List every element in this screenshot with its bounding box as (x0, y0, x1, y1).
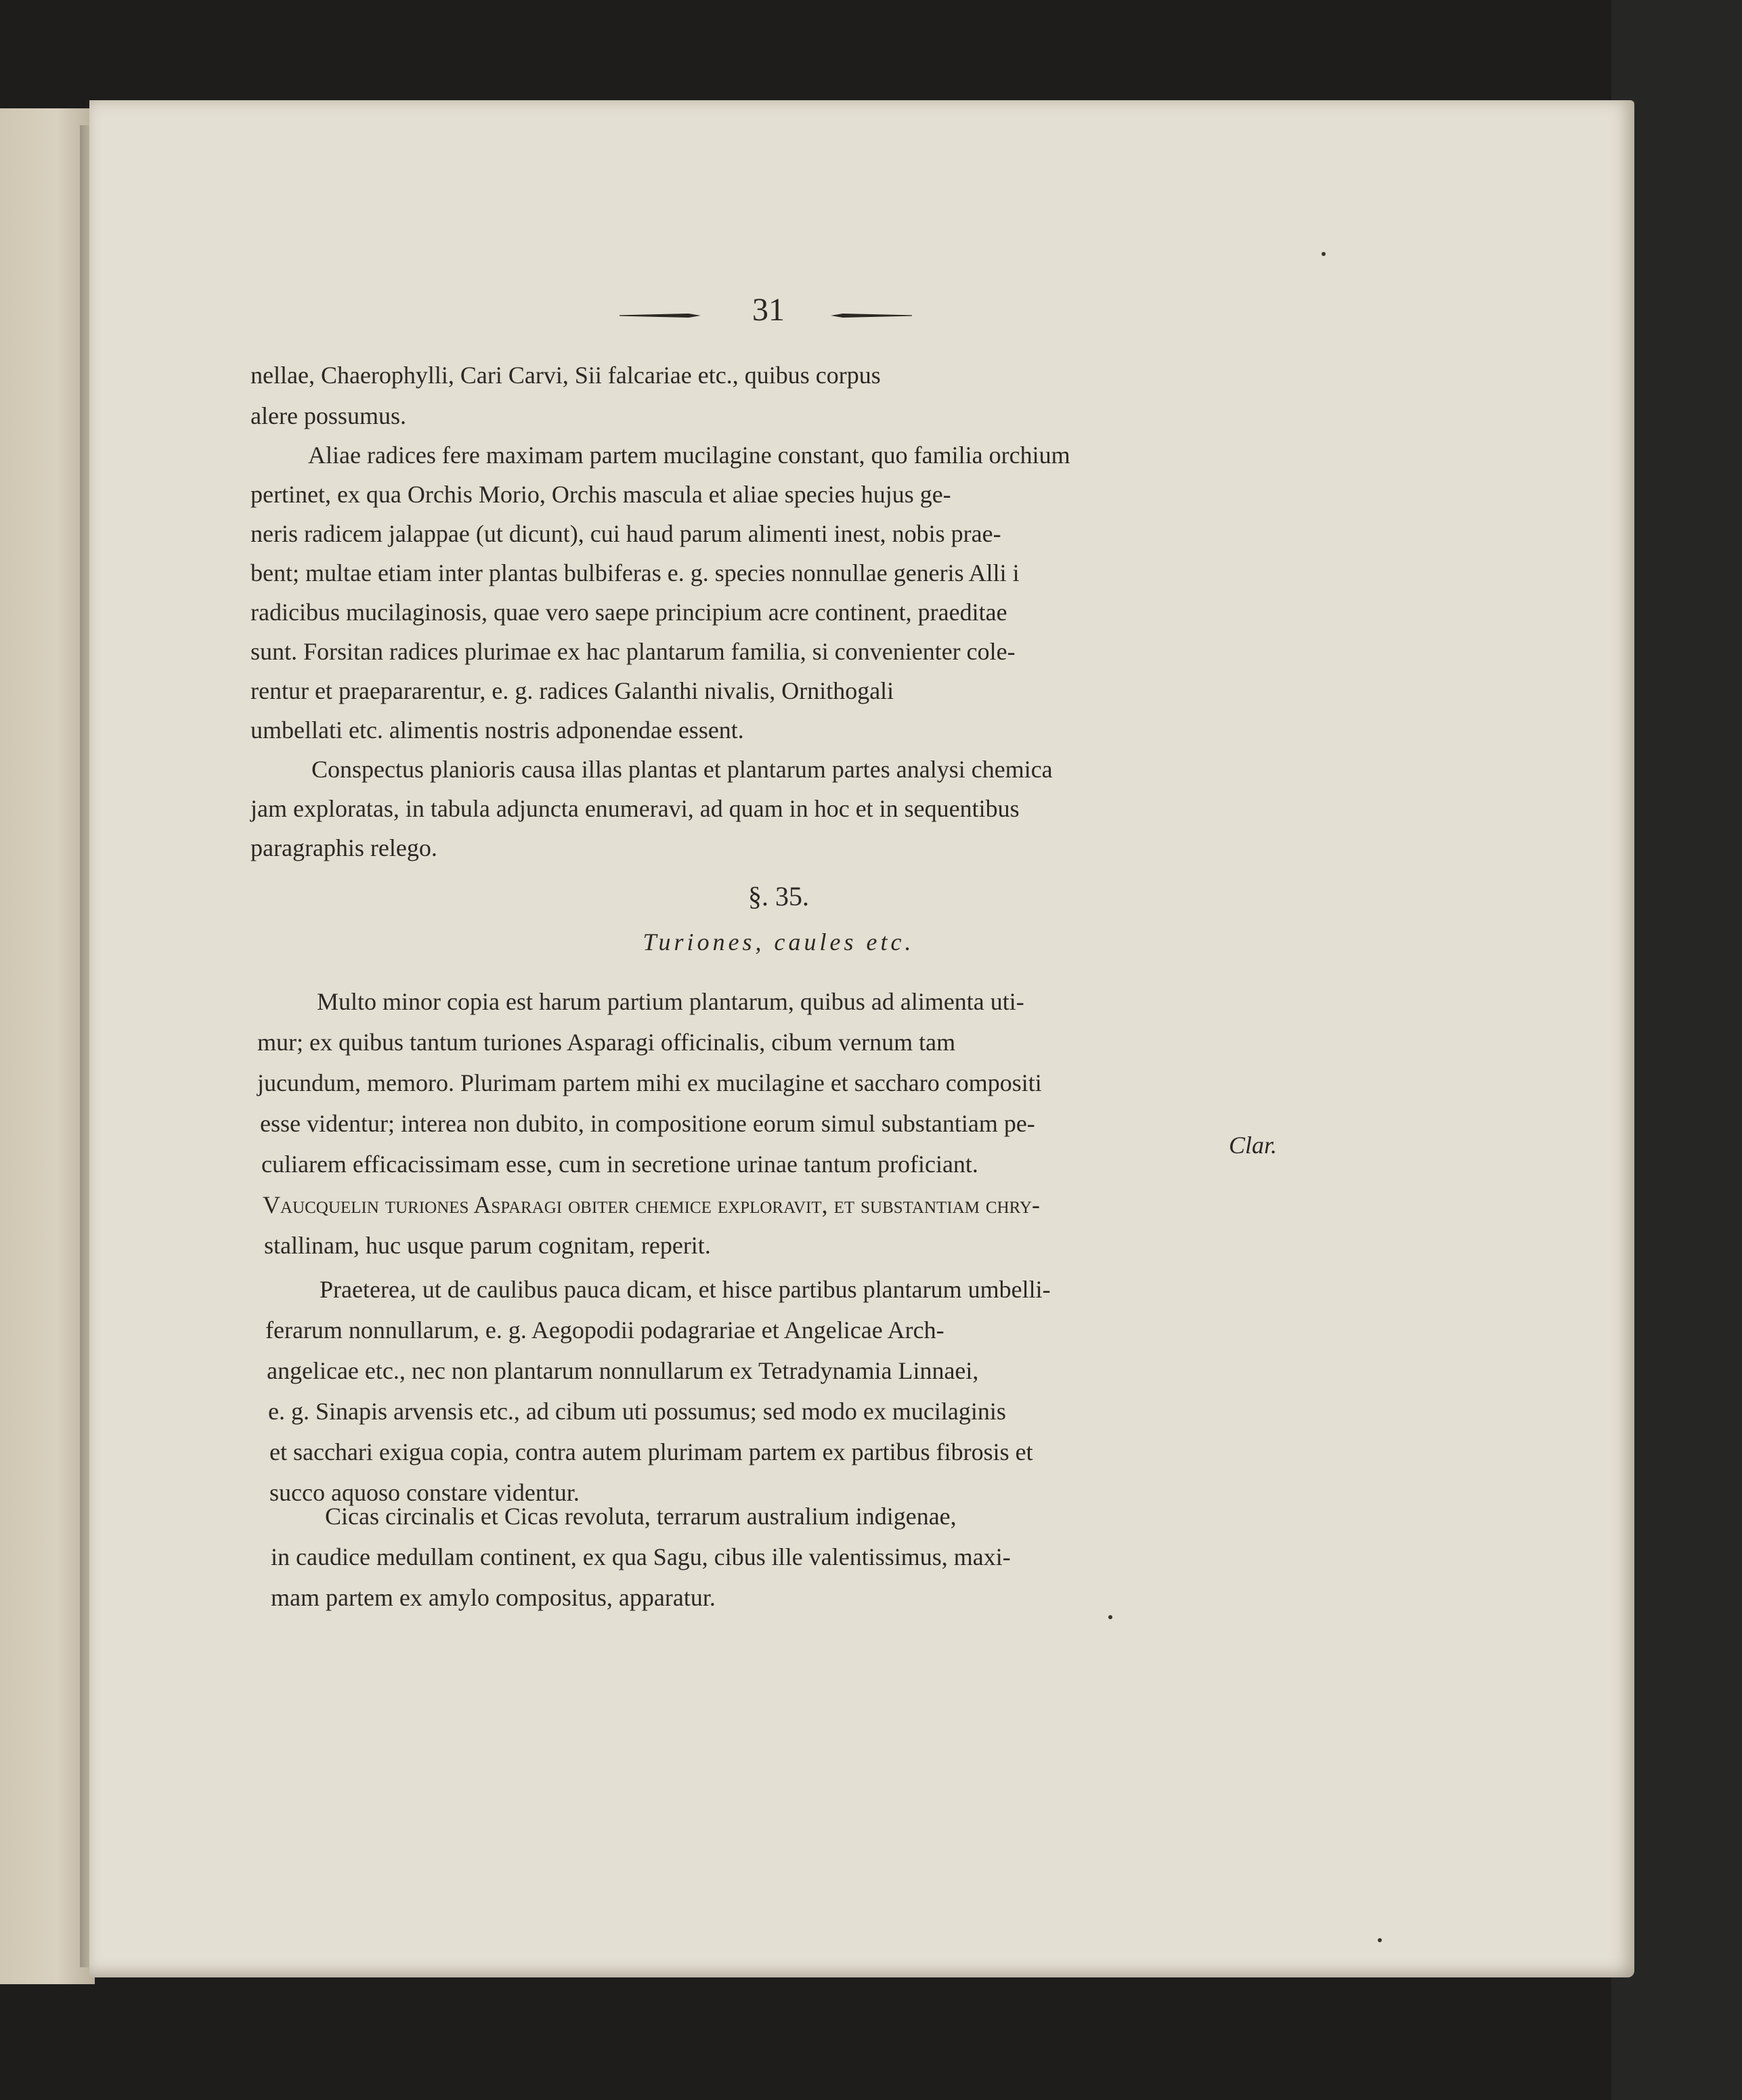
text-line: angelicae etc., nec non plantarum nonnullarum ex Tetradynamia Linnaei, (267, 1357, 979, 1384)
section-title: Turiones, caules etc. (643, 928, 915, 956)
text-line: mam partem ex amylo compositus, apparatur. (271, 1584, 716, 1611)
text-line: umbellati etc. alimentis nostris adponendae essent. (251, 716, 744, 744)
page-number: 31 (752, 292, 785, 328)
text-line: esse videntur; interea non dubito, in compositione eorum simul substantiam pe- (260, 1110, 1035, 1137)
text-line: ferarum nonnullarum, e. g. Aegopodii podagrariae et Angelicae Arch- (265, 1316, 944, 1344)
text-line: alere possumus. (251, 402, 406, 429)
text-line: Cicas circinalis et Cicas revoluta, terrarum australium indigenae, (325, 1503, 957, 1530)
section-number: §. 35. (748, 881, 809, 912)
header-ornament-right (831, 314, 912, 318)
text-line: in caudice medullam continent, ex qua Sagu, cibus ille valentissimus, maxi- (271, 1543, 1011, 1570)
text-line: Aliae radices fere maximam partem mucilagine constant, quo familia orchium (308, 442, 1070, 469)
text-line: succo aquoso constare videntur. (269, 1479, 580, 1506)
text-line: neris radicem jalappae (ut dicunt), cui haud parum alimenti inest, nobis prae- (251, 520, 1001, 547)
text-line: mur; ex quibus tantum turiones Asparagi officinalis, cibum vernum tam (257, 1029, 956, 1056)
paper-speck (1378, 1938, 1382, 1942)
header-ornament-left (619, 314, 701, 318)
text-line: culiarem efficacissimam esse, cum in secretione urinae tantum proficiant. (261, 1151, 978, 1178)
text-line: paragraphis relego. (251, 834, 437, 861)
text-line: nellae, Chaerophylli, Cari Carvi, Sii falcariae etc., quibus corpus (251, 362, 881, 389)
text-line: Vaucquelin turiones Asparagi obiter chemice exploravit, et substantiam chry- (263, 1191, 1040, 1218)
text-line: rentur et praepararentur, e. g. radices Galanthi nivalis, Ornithogali (251, 677, 894, 704)
text-line: bent; multae etiam inter plantas bulbiferas e. g. species nonnullae generis Alli i (251, 559, 1020, 586)
page-header (619, 291, 911, 339)
text-line: radicibus mucilaginosis, quae vero saepe principium acre continent, praeditae (251, 599, 1007, 626)
paper-speck (1322, 252, 1326, 256)
text-line: et sacchari exigua copia, contra autem plurimam partem ex partibus fibrosis et (269, 1438, 1033, 1465)
text-line: Multo minor copia est harum partium plantarum, quibus ad alimenta uti- (317, 988, 1024, 1015)
text-line: Praeterea, ut de caulibus pauca dicam, et hisce partibus plantarum umbelli- (320, 1276, 1051, 1303)
text-line: stallinam, huc usque parum cognitam, reperit. (264, 1232, 711, 1259)
text-line: Conspectus planioris causa illas plantas et plantarum partes analysi chemica (311, 756, 1053, 783)
text-line: jucundum, memoro. Plurimam partem mihi ex mucilagine et saccharo compositi (257, 1069, 1042, 1096)
text-line: jam exploratas, in tabula adjuncta enumeravi, ad quam in hoc et in sequentibus (251, 795, 1020, 822)
paper-speck (1108, 1615, 1112, 1619)
text-line: e. g. Sinapis arvensis etc., ad cibum uti possumus; sed modo ex mucilaginis (268, 1398, 1006, 1425)
text-line: sunt. Forsitan radices plurimae ex hac plantarum familia, si convenienter cole- (251, 638, 1016, 665)
text-line: pertinet, ex qua Orchis Morio, Orchis mascula et aliae species hujus ge- (251, 481, 951, 508)
text-line-abbrev: Clar. (1229, 1132, 1278, 1159)
